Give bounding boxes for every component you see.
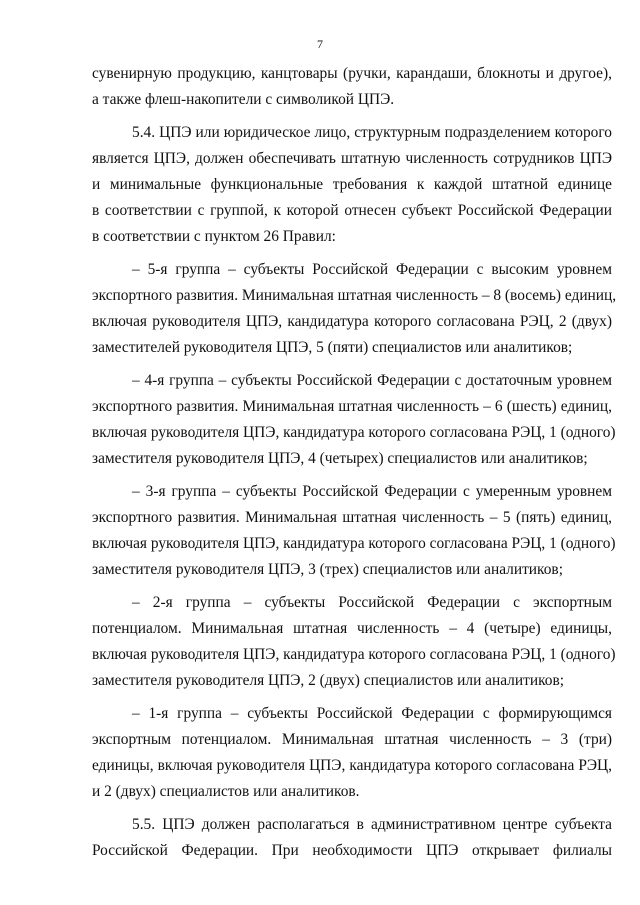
text-line: заместителей руководителя ЦПЭ, 5 (пяти) специалистов или аналитиков; [92, 339, 573, 356]
paragraph-5-4-first-line: 5.4. ЦПЭ или юридическое лицо, структурным подразделением которого [132, 124, 612, 141]
text-line: единицы, включая руководителя ЦПЭ, кандидатура которого согласована РЭЦ, [92, 757, 612, 774]
text-line: сувенирную продукцию, канцтовары (ручки, карандаши, блокноты и другое), [92, 65, 612, 82]
paragraph-5-5-first-line: 5.5. ЦПЭ должен располагаться в административном центре субъекта [132, 816, 612, 833]
group-1-item: – 1-я группа – субъекты Российской Федерации с формирующимся [132, 705, 612, 722]
group-3-item: – 3-я группа – субъекты Российской Федерации с умеренным уровнем [132, 483, 612, 500]
group-2-item: – 2-я группа – субъекты Российской Федерации с экспортным [132, 594, 612, 611]
text-line: является ЦПЭ, должен обеспечивать штатную численность сотрудников ЦПЭ [92, 150, 612, 167]
group-4-item: – 4-я группа – субъекты Российской Федерации с достаточным уровнем [132, 372, 612, 389]
text-line: экспортным потенциалом. Минимальная штатная численность – 3 (три) [92, 731, 612, 748]
text-line: заместителя руководителя ЦПЭ, 4 (четырех) специалистов или аналитиков; [92, 450, 588, 467]
page-number: 7 [317, 37, 323, 51]
text-line: в соответствии с пунктом 26 Правил: [92, 228, 336, 245]
text-line: экспортного развития. Минимальная штатная численность – 6 (шесть) единиц, [92, 398, 612, 415]
text-line: а также флеш-накопители с символикой ЦПЭ. [92, 91, 395, 108]
text-line: включая руководителя ЦПЭ, кандидатура которого согласована РЭЦ, 1 (одного) [92, 535, 616, 552]
text-line: в соответствии с группой, к которой отнесен субъект Российской Федерации [92, 202, 612, 219]
text-line: включая руководителя ЦПЭ, кандидатура которого согласована РЭЦ, 1 (одного) [92, 424, 616, 441]
text-line: и минимальные функциональные требования к каждой штатной единице [92, 176, 612, 193]
text-line: и 2 (двух) специалистов или аналитиков. [92, 783, 360, 800]
text-line: включая руководителя ЦПЭ, кандидатура которого согласована РЭЦ, 1 (одного) [92, 646, 616, 663]
text-line: экспортного развития. Минимальная штатная численность – 8 (восемь) единиц, [92, 287, 617, 304]
text-line: включая руководителя ЦПЭ, кандидатура которого согласована РЭЦ, 2 (двух) [92, 313, 612, 330]
text-line: заместителя руководителя ЦПЭ, 2 (двух) специалистов или аналитиков; [92, 672, 564, 689]
group-5-item: – 5-я группа – субъекты Российской Федерации с высоким уровнем [132, 261, 612, 278]
text-line: потенциалом. Минимальная штатная численность – 4 (четыре) единицы, [92, 620, 612, 637]
text-line: Российской Федерации. При необходимости ЦПЭ открывает филиалы [92, 842, 612, 859]
text-line: заместителя руководителя ЦПЭ, 3 (трех) специалистов или аналитиков; [92, 561, 563, 578]
text-line: экспортного развития. Минимальная штатная численность – 5 (пять) единиц, [92, 509, 612, 526]
